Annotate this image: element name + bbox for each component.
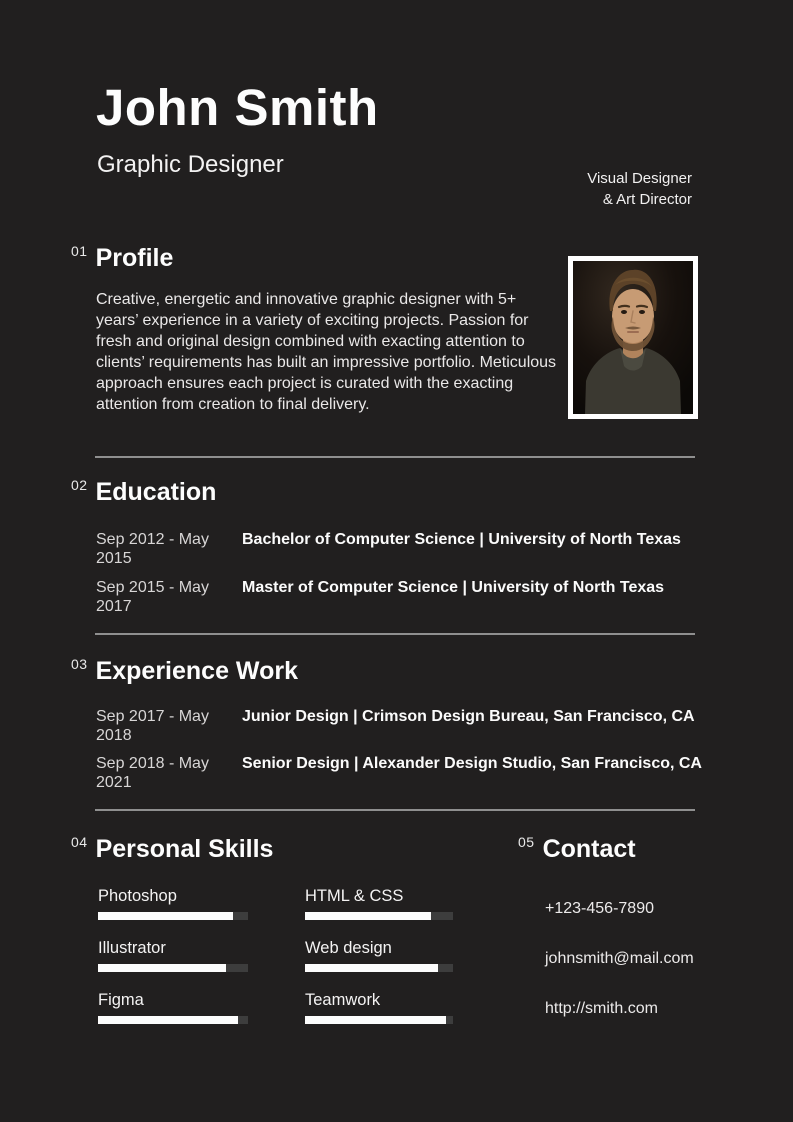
section-title: Education <box>95 478 217 506</box>
section-heading-experience <box>71 656 298 686</box>
skill-bar <box>305 964 453 972</box>
section-heading-contact <box>518 834 636 864</box>
education-degree: Master of Computer Science | University of North Texas <box>242 579 665 596</box>
education-degree: Bachelor of Computer Science | University of North Texas <box>242 531 681 548</box>
person-name: John Smith <box>96 79 379 136</box>
skill-item <box>98 991 248 1024</box>
skill-bar-fill <box>305 964 438 972</box>
education-dates: Sep 2015 - May 2017 <box>96 579 209 615</box>
skill-bar <box>305 912 453 920</box>
section-title: Profile <box>95 244 174 272</box>
profile-summary: Creative, energetic and innovative graphic designer with 5+ years’ experience in a variety of exciting projects. Passion for fresh and original design combined with exacting attention to clients’ requirements has built an impressive portfolio. Meticulous approach ensures each project is curated with the exacting attention from creation to final delivery. <box>96 291 557 413</box>
contact-list <box>545 900 694 1050</box>
section-number: 04 <box>71 834 88 850</box>
skills-grid <box>98 887 453 1024</box>
skill-label: Illustrator <box>98 939 166 957</box>
experience-position: Senior Design | Alexander Design Studio, San Francisco, CA <box>242 755 702 772</box>
skill-item <box>98 939 248 972</box>
experience-entry <box>96 707 716 745</box>
section-heading-education <box>71 477 216 507</box>
section-divider <box>95 809 695 811</box>
skill-label: Figma <box>98 991 144 1009</box>
contact-phone: +123-456-7890 <box>545 900 654 917</box>
experience-entry <box>96 754 716 792</box>
skill-bar-fill <box>98 964 226 972</box>
skill-bar-fill <box>98 1016 238 1024</box>
section-divider <box>95 633 695 635</box>
education-entry <box>96 578 716 616</box>
section-title: Experience Work <box>95 657 298 685</box>
experience-dates: Sep 2017 - May 2018 <box>96 708 209 744</box>
section-title: Personal Skills <box>95 835 274 863</box>
skill-item <box>305 939 453 972</box>
portrait-illustration <box>573 261 693 414</box>
contact-website: http://smith.com <box>545 1000 658 1017</box>
skill-label: Teamwork <box>305 991 381 1009</box>
contact-email: johnsmith@mail.com <box>545 950 694 967</box>
section-number: 05 <box>518 834 535 850</box>
skill-label: Web design <box>305 939 392 957</box>
section-title: Contact <box>542 835 636 863</box>
section-number: 03 <box>71 656 88 672</box>
tagline <box>587 168 692 210</box>
section-heading-skills <box>71 834 273 864</box>
profile-photo <box>568 256 698 419</box>
skill-bar <box>98 964 248 972</box>
skill-bar <box>98 912 248 920</box>
section-number: 01 <box>71 243 88 259</box>
skill-bar-fill <box>305 1016 446 1024</box>
skill-bar-fill <box>98 912 233 920</box>
education-dates: Sep 2012 - May 2015 <box>96 531 209 567</box>
experience-position: Junior Design | Crimson Design Bureau, San Francisco, CA <box>242 708 695 725</box>
section-divider <box>95 456 695 458</box>
skill-label: Photoshop <box>98 887 177 905</box>
skill-bar <box>98 1016 248 1024</box>
skill-item <box>305 887 453 920</box>
skill-item <box>305 991 453 1024</box>
education-entry <box>96 530 716 568</box>
skill-bar-fill <box>305 912 431 920</box>
person-job-title: Graphic Designer <box>97 151 284 178</box>
tagline-line-1: Visual Designer <box>587 170 692 187</box>
skill-item <box>98 887 248 920</box>
tagline-line-2: & Art Director <box>602 191 692 208</box>
skill-bar <box>305 1016 453 1024</box>
section-number: 02 <box>71 477 88 493</box>
experience-dates: Sep 2018 - May 2021 <box>96 755 209 791</box>
section-heading-profile <box>71 243 173 273</box>
skill-label: HTML & CSS <box>305 887 404 905</box>
